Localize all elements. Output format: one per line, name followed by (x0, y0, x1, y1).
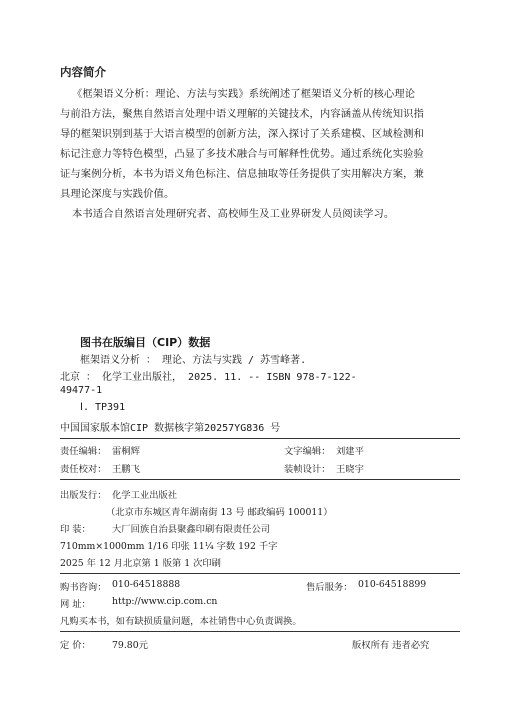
printer-name: 大厂回族自治县聚鑫印刷有限责任公司 (112, 524, 271, 535)
proof-label: 责任校对： (60, 464, 107, 475)
cip-title: 图书在版编目（CIP）数据 (80, 336, 211, 349)
cip-line-5: 中国国家版本馆CIP 数据核字第20257YG836 号 (60, 423, 281, 434)
cip-line-1: 框架语义分析 ： 理论、方法与实践 / 苏雪峰著. (80, 355, 307, 366)
publisher-name: 化学工业出版社 (112, 490, 178, 501)
editor-name: 雷桐辉 (112, 446, 140, 457)
intro-line-2: 与前沿方法，聚焦自然语言处理中语义理解的关键技术，内容涵盖从传统知识指 (60, 108, 424, 120)
cip-line-4: Ⅰ. TP391 (80, 402, 126, 413)
copyright-notice: 版权所有 违者必究 (352, 640, 430, 651)
cip-line-3: 49477-1 (60, 385, 103, 396)
price-label: 定 价： (60, 640, 91, 651)
price-value: 79.80元 (112, 640, 148, 651)
purchase-label: 购书咨询： (60, 582, 107, 593)
divider-1 (60, 438, 460, 439)
intro-line-6: 具理论深度与实践价值。 (60, 188, 175, 200)
printer-label: 印 装： (60, 524, 91, 535)
service-phone: 010-64518899 (358, 579, 427, 590)
design-name: 王晓宇 (336, 464, 364, 475)
book-spec: 710mm×1000mm 1/16 印张 11¼ 字数 192 千字 (60, 541, 278, 552)
publisher-label: 出版发行： (60, 490, 107, 501)
intro-line-5: 证与案例分析，本书为语义角色标注、信息抽取等任务提供了实用解决方案，兼 (60, 168, 424, 180)
intro-line-4: 标记注意力等特色模型，凸显了多技术融合与可解释性优势。通过系统化实验验 (60, 148, 424, 160)
intro-title: 内容简介 (60, 65, 106, 79)
website-link[interactable]: http://www.cip.com.cn (112, 596, 218, 607)
intro-line-3: 导的框架识别到基于大语言模型的创新方法，深入探讨了关系建模、区域检测和 (60, 128, 424, 140)
intro-line-7: 本书适合自然语言处理研究者、高校师生及工业界研发人员阅读学习。 (72, 208, 395, 220)
purchase-phone: 010-64518888 (112, 579, 181, 590)
website-label: 网 址： (60, 599, 91, 610)
divider-4 (60, 631, 460, 632)
service-label: 售后服务： (306, 582, 353, 593)
quality-notice: 凡购买本书，如有缺损质量问题，本社销售中心负责调换。 (60, 616, 302, 627)
edition-info: 2025 年 12 月北京第 1 版第 1 次印刷 (60, 558, 221, 569)
editor-label: 责任编辑： (60, 446, 107, 457)
divider-3 (60, 573, 460, 574)
proof-name: 王鹏飞 (112, 464, 140, 475)
publisher-address: （北京市东城区青年湖南街 13 号 邮政编码 100011） (106, 507, 333, 518)
intro-line-1: 《框架语义分析：理论、方法与实践》系统阐述了框架语义分析的核心理论 (72, 88, 416, 100)
text-editor-label: 文字编辑： (284, 446, 331, 457)
text-editor-name: 刘建平 (336, 446, 364, 457)
divider-2 (60, 479, 460, 480)
cip-line-2: 北京 ： 化学工业出版社， 2025. 11. -- ISBN 978-7-122- (60, 372, 357, 383)
design-label: 装帧设计： (284, 464, 331, 475)
